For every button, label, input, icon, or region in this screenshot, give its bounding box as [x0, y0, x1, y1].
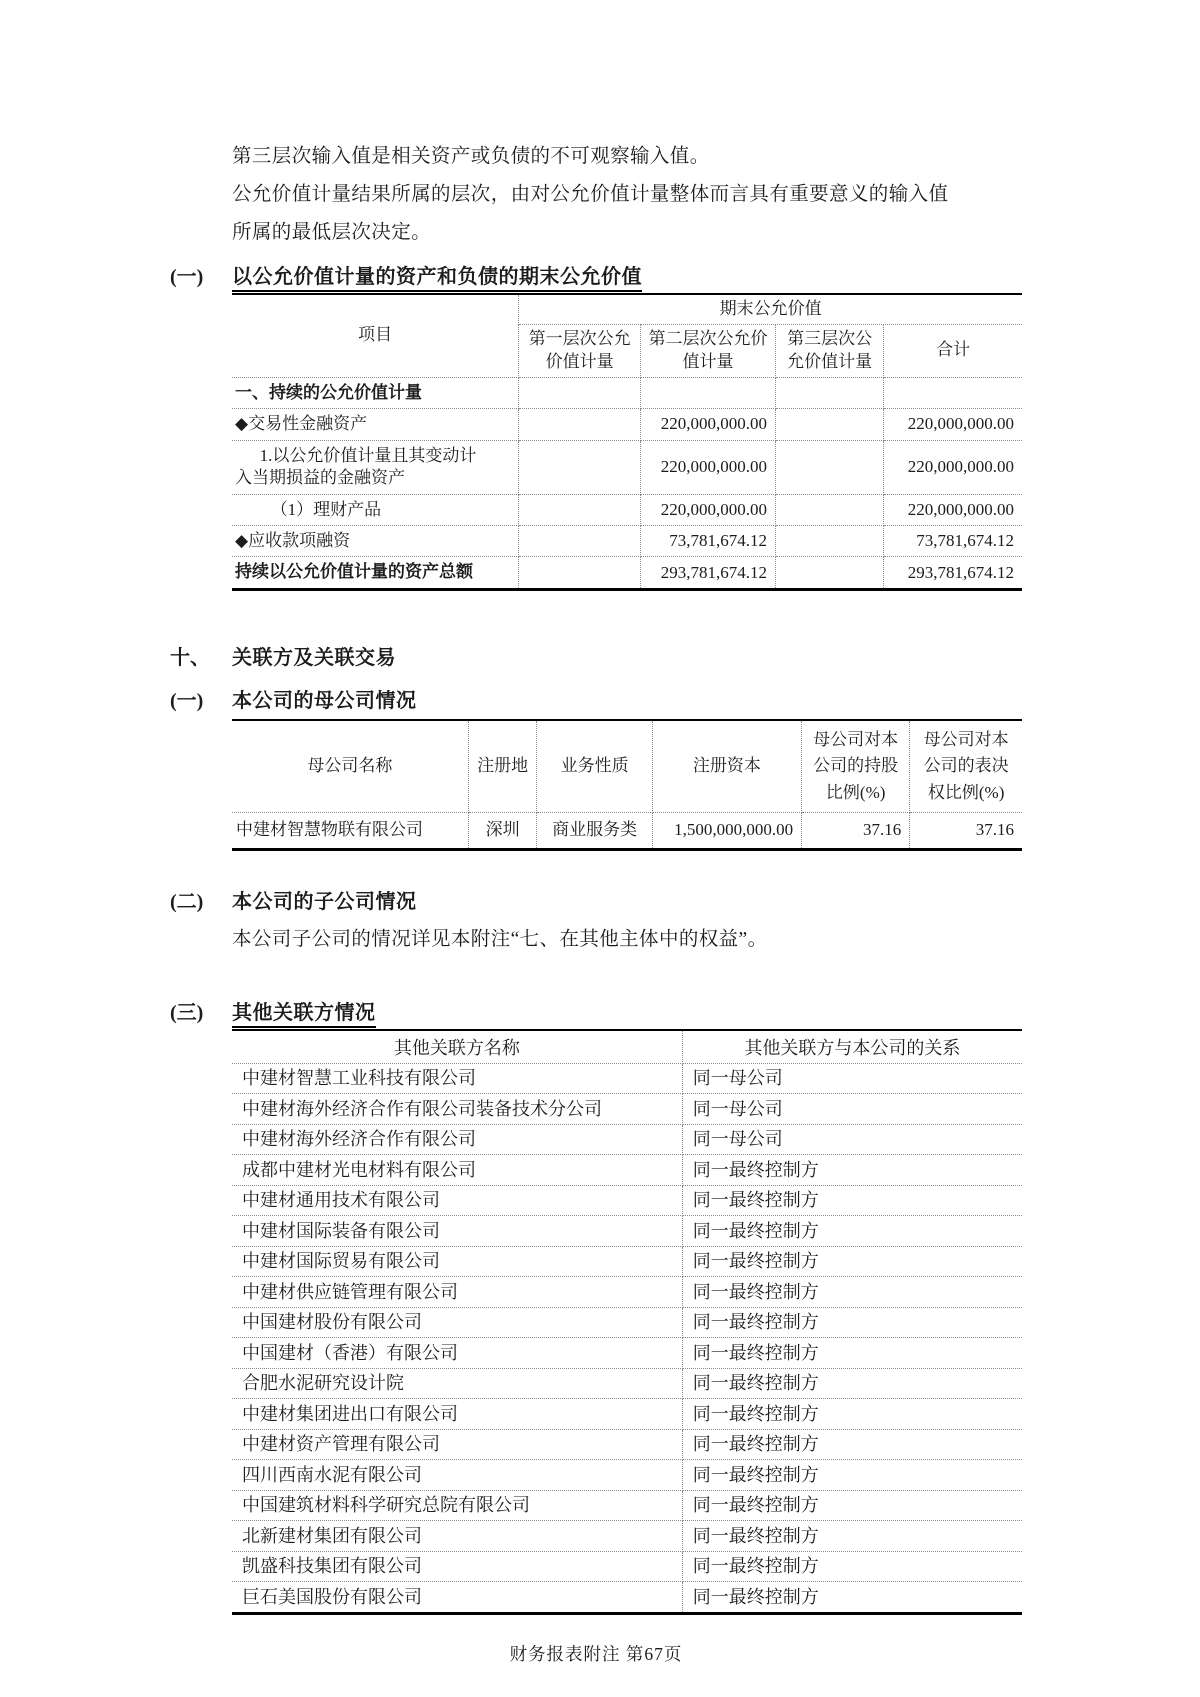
- rp-header-name: 其他关联方名称: [232, 1030, 682, 1064]
- rp-cell-relation: 同一最终控制方: [682, 1582, 1022, 1614]
- rp-cell-name: 四川西南水泥有限公司: [232, 1460, 682, 1491]
- rp-cell-name: 北新建材集团有限公司: [232, 1521, 682, 1552]
- rp-cell-name: 中建材集团进出口有限公司: [232, 1399, 682, 1430]
- section-heading-parent-company: [170, 684, 1022, 713]
- subsidiaries-body-text: 本公司子公司的情况详见本附注“七、在其他主体中的权益”。: [232, 928, 768, 950]
- fv-row-label: 一、持续的公允价值计量: [232, 377, 519, 408]
- pc-header-capital: 注册资本: [652, 720, 801, 813]
- table-row: [232, 1521, 1022, 1552]
- pc-cell-name: 中建材智慧物联有限公司: [232, 812, 468, 849]
- rp-cell-name: 中建材国际贸易有限公司: [232, 1246, 682, 1277]
- table-row: [232, 1368, 1022, 1399]
- section-number: 十、: [170, 646, 210, 669]
- rp-cell-name: 中建材资产管理有限公司: [232, 1429, 682, 1460]
- fv-header-item: 项目: [232, 294, 519, 377]
- fv-row-label: （1）理财产品: [232, 494, 519, 525]
- pc-header-place: 注册地: [468, 720, 537, 813]
- pc-cell-place: 深圳: [468, 812, 537, 849]
- rp-cell-name: 中建材供应链管理有限公司: [232, 1277, 682, 1308]
- rp-cell-relation: 同一最终控制方: [682, 1246, 1022, 1277]
- table-row: [232, 812, 1022, 849]
- rp-cell-name: 中国建筑材料科学研究总院有限公司: [232, 1490, 682, 1521]
- rp-cell-relation: 同一最终控制方: [682, 1490, 1022, 1521]
- rp-cell-name: 中建材通用技术有限公司: [232, 1185, 682, 1216]
- rp-cell-relation: 同一最终控制方: [682, 1338, 1022, 1369]
- fv-cell-total: 73,781,674.12: [884, 526, 1022, 557]
- section-title: 本公司的母公司情况: [232, 689, 417, 712]
- table-row: [232, 1338, 1022, 1369]
- fv-cell-level1: [519, 494, 641, 525]
- rp-cell-relation: 同一最终控制方: [682, 1368, 1022, 1399]
- fv-row-label: 1.以公允价值计量且其变动计入当期损益的金融资产: [232, 440, 519, 494]
- section-number: (一): [170, 266, 204, 288]
- table-row: [232, 1094, 1022, 1125]
- rp-cell-relation: 同一母公司: [682, 1094, 1022, 1125]
- rp-cell-relation: 同一最终控制方: [682, 1460, 1022, 1491]
- table-row: [232, 1490, 1022, 1521]
- fv-cell-level3: [776, 409, 884, 440]
- pc-cell-capital: 1,500,000,000.00: [652, 812, 801, 849]
- fv-cell-level1: [519, 440, 641, 494]
- rp-header-relation: 其他关联方与本公司的关系: [682, 1030, 1022, 1064]
- table-row: [232, 1551, 1022, 1582]
- fv-cell-level2: 220,000,000.00: [640, 494, 775, 525]
- fv-cell-level2: 220,000,000.00: [640, 440, 775, 494]
- pc-header-business: 业务性质: [537, 720, 652, 813]
- fv-header-level3: 第三层次公允价值计量: [776, 324, 884, 377]
- other-related-table: [232, 1029, 1022, 1615]
- parent-company-table: [232, 719, 1022, 851]
- fv-header-row-group: [232, 294, 1022, 324]
- pc-cell-business: 商业服务类: [537, 812, 652, 849]
- fv-header-group: 期末公允价值: [519, 294, 1022, 324]
- section-title: 关联方及关联交易: [232, 646, 396, 669]
- fv-cell-level2: [640, 377, 775, 408]
- rp-cell-name: 中建材智慧工业科技有限公司: [232, 1063, 682, 1094]
- rp-cell-relation: 同一最终控制方: [682, 1277, 1022, 1308]
- fv-row-label: ◆应收款项融资: [232, 526, 519, 557]
- section-heading-other-related: [170, 996, 1022, 1025]
- table-row: [232, 1399, 1022, 1430]
- rp-cell-relation: 同一最终控制方: [682, 1216, 1022, 1247]
- section-title: 其他关联方情况: [232, 1002, 376, 1028]
- rp-cell-name: 合肥水泥研究设计院: [232, 1368, 682, 1399]
- fv-row-label: ◆交易性金融资产: [232, 409, 519, 440]
- rp-cell-name: 凯盛科技集团有限公司: [232, 1551, 682, 1582]
- fv-cell-total: 293,781,674.12: [884, 557, 1022, 589]
- table-row: [232, 1307, 1022, 1338]
- section-number: (一): [170, 689, 204, 712]
- fv-cell-total: [884, 377, 1022, 408]
- pc-header-name: 母公司名称: [232, 720, 468, 813]
- fv-cell-level2: 220,000,000.00: [640, 409, 775, 440]
- fv-cell-level3: [776, 440, 884, 494]
- table-row: [232, 1155, 1022, 1186]
- pc-cell-voting: 37.16: [910, 812, 1022, 849]
- table-row: [232, 1124, 1022, 1155]
- table-row: [232, 1277, 1022, 1308]
- rp-header-row: [232, 1030, 1022, 1064]
- fv-cell-level1: [519, 526, 641, 557]
- fv-header-level2: 第二层次公允价值计量: [640, 324, 775, 377]
- table-row: [232, 1582, 1022, 1614]
- rp-cell-relation: 同一最终控制方: [682, 1185, 1022, 1216]
- pc-header-voting: 母公司对本公司的表决权比例(%): [910, 720, 1022, 813]
- fv-header-total: 合计: [884, 324, 1022, 377]
- intro-line: 公允价值计量结果所属的层次，由对公允价值计量整体而言具有重要意义的输入值: [232, 184, 949, 205]
- rp-cell-relation: 同一母公司: [682, 1063, 1022, 1094]
- fair-value-table: [232, 293, 1022, 591]
- fv-row-label: 持续以公允价值计量的资产总额: [232, 557, 519, 589]
- rp-cell-relation: 同一母公司: [682, 1124, 1022, 1155]
- fv-cell-level1: [519, 409, 641, 440]
- fv-cell-level2: 73,781,674.12: [640, 526, 775, 557]
- fv-cell-level3: [776, 494, 884, 525]
- fv-cell-level3: [776, 557, 884, 589]
- table-row: [232, 1063, 1022, 1094]
- table-row: [232, 377, 1022, 408]
- section-title: 以公允价值计量的资产和负债的期末公允价值: [232, 266, 642, 292]
- intro-line: 第三层次输入值是相关资产或负债的不可观察输入值。: [232, 146, 710, 167]
- rp-cell-relation: 同一最终控制方: [682, 1155, 1022, 1186]
- table-row: [232, 1429, 1022, 1460]
- page-footer: 财务报表附注 第67页: [509, 1643, 683, 1664]
- rp-cell-name: 中建材海外经济合作有限公司: [232, 1124, 682, 1155]
- fv-cell-level3: [776, 526, 884, 557]
- rp-cell-name: 中建材国际装备有限公司: [232, 1216, 682, 1247]
- table-row: [232, 1460, 1022, 1491]
- table-row: [232, 557, 1022, 589]
- fv-header-level1: 第一层次公允价值计量: [519, 324, 641, 377]
- table-row: [232, 440, 1022, 494]
- table-row: [232, 526, 1022, 557]
- fv-cell-level2: 293,781,674.12: [640, 557, 775, 589]
- section-number: (三): [170, 1001, 204, 1024]
- section-number: (二): [170, 890, 204, 913]
- rp-cell-relation: 同一最终控制方: [682, 1399, 1022, 1430]
- table-row: [232, 494, 1022, 525]
- table-row: [232, 1185, 1022, 1216]
- rp-cell-name: 中建材海外经济合作有限公司装备技术分公司: [232, 1094, 682, 1125]
- section-heading-subsidiaries: [170, 885, 1022, 914]
- rp-cell-relation: 同一最终控制方: [682, 1429, 1022, 1460]
- fv-cell-total: 220,000,000.00: [884, 494, 1022, 525]
- fv-cell-level1: [519, 557, 641, 589]
- intro-paragraphs: [170, 146, 1022, 244]
- fv-cell-total: 220,000,000.00: [884, 409, 1022, 440]
- section-title: 本公司的子公司情况: [232, 890, 417, 913]
- fv-cell-level3: [776, 377, 884, 408]
- section-heading-fair-value: [170, 260, 1022, 289]
- rp-cell-name: 中国建材股份有限公司: [232, 1307, 682, 1338]
- intro-line: 所属的最低层次决定。: [232, 222, 432, 243]
- fv-cell-total: 220,000,000.00: [884, 440, 1022, 494]
- pc-header-row: [232, 720, 1022, 813]
- rp-cell-name: 中国建材（香港）有限公司: [232, 1338, 682, 1369]
- section-heading-related-parties: [170, 641, 1022, 670]
- pc-header-shareholding: 母公司对本公司的持股比例(%): [802, 720, 910, 813]
- rp-cell-name: 巨石美国股份有限公司: [232, 1582, 682, 1614]
- rp-cell-relation: 同一最终控制方: [682, 1551, 1022, 1582]
- fv-cell-level1: [519, 377, 641, 408]
- rp-cell-name: 成都中建材光电材料有限公司: [232, 1155, 682, 1186]
- table-row: [232, 1216, 1022, 1247]
- table-row: [232, 1246, 1022, 1277]
- rp-cell-relation: 同一最终控制方: [682, 1307, 1022, 1338]
- table-row: [232, 409, 1022, 440]
- pc-cell-shareholding: 37.16: [802, 812, 910, 849]
- rp-cell-relation: 同一最终控制方: [682, 1521, 1022, 1552]
